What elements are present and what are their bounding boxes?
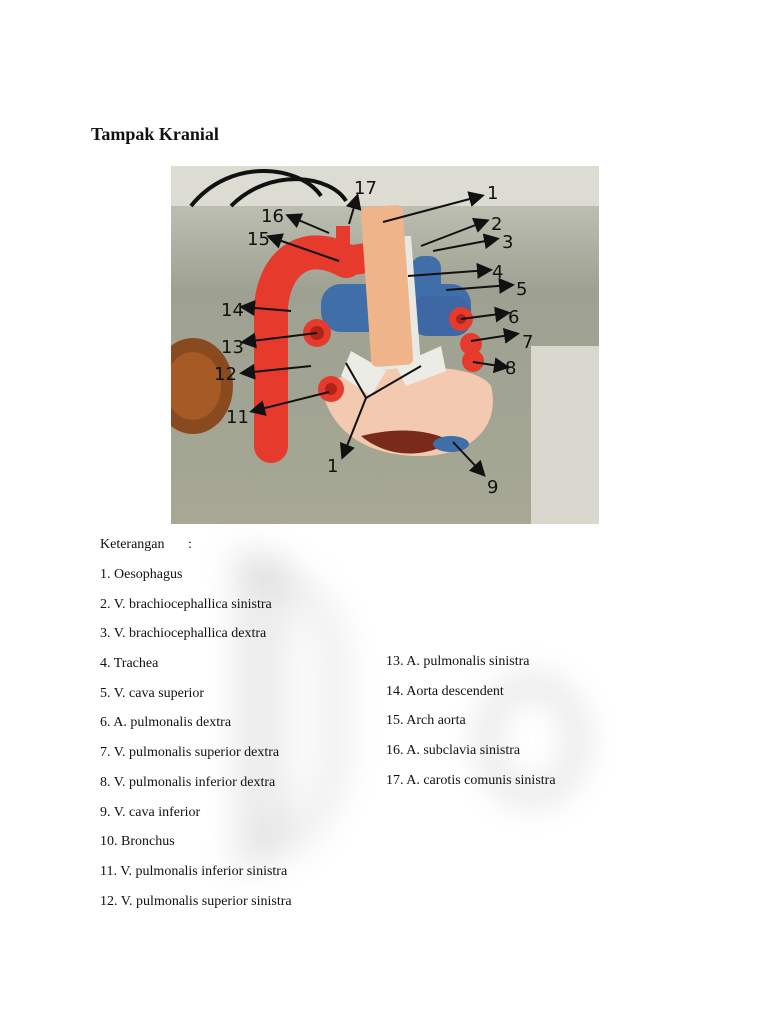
label-7: 7	[522, 332, 534, 353]
legend-item: 5. V. cava superior	[100, 685, 205, 701]
label-9: 9	[487, 477, 499, 498]
legend-item: 4. Trachea	[100, 656, 159, 672]
legend-item: 9. V. cava inferior	[100, 804, 201, 820]
label-4: 4	[492, 262, 504, 283]
label-6: 6	[508, 307, 520, 328]
page-title: Tampak Kranial	[91, 124, 219, 144]
legend-right-column	[386, 653, 556, 801]
label-12: 12	[214, 364, 237, 385]
label-11: 11	[226, 407, 249, 428]
label-1-top: 1	[487, 183, 499, 204]
label-1-bottom: 1	[327, 456, 339, 477]
label-5: 5	[516, 279, 528, 300]
legend-item: 1. Oesophagus	[100, 567, 183, 582]
legend-heading	[100, 537, 192, 553]
label-15: 15	[247, 229, 270, 250]
legend-item: 11. V. pulmonalis inferior sinistra	[100, 863, 288, 879]
legend-item: 10. Bronchus	[100, 834, 175, 850]
label-2: 2	[491, 214, 503, 235]
legend-item: 3. V. brachiocephallica dextra	[100, 626, 267, 642]
legend-item: 15. Arch aorta	[386, 713, 466, 729]
legend-item: 13. A. pulmonalis sinistra	[386, 654, 530, 669]
label-13: 13	[221, 337, 244, 358]
heart-model-illustration	[171, 166, 599, 524]
legend-item: 16. A. subclavia sinistra	[386, 743, 521, 759]
label-14: 14	[221, 300, 244, 321]
label-16: 16	[261, 206, 284, 227]
legend-item: 17. A. carotis comunis sinistra	[386, 772, 556, 788]
legend-item: 6. A. pulmonalis dextra	[100, 715, 232, 731]
legend-item: 8. V. pulmonalis inferior dextra	[100, 774, 276, 790]
legend-item: 2. V. brachiocephallica sinistra	[100, 596, 272, 612]
legend-heading-colon: :	[188, 537, 192, 552]
heart-model-photo	[171, 166, 599, 524]
legend-item: 7. V. pulmonalis superior dextra	[100, 745, 280, 761]
legend-item: 14. Aorta descendent	[386, 683, 504, 699]
legend-item: 12. V. pulmonalis superior sinistra	[100, 893, 292, 909]
label-3: 3	[502, 232, 514, 253]
legend-left-column	[100, 566, 292, 922]
legend-heading-text: Keterangan	[100, 537, 165, 552]
label-8: 8	[505, 358, 517, 379]
label-17: 17	[354, 178, 377, 199]
